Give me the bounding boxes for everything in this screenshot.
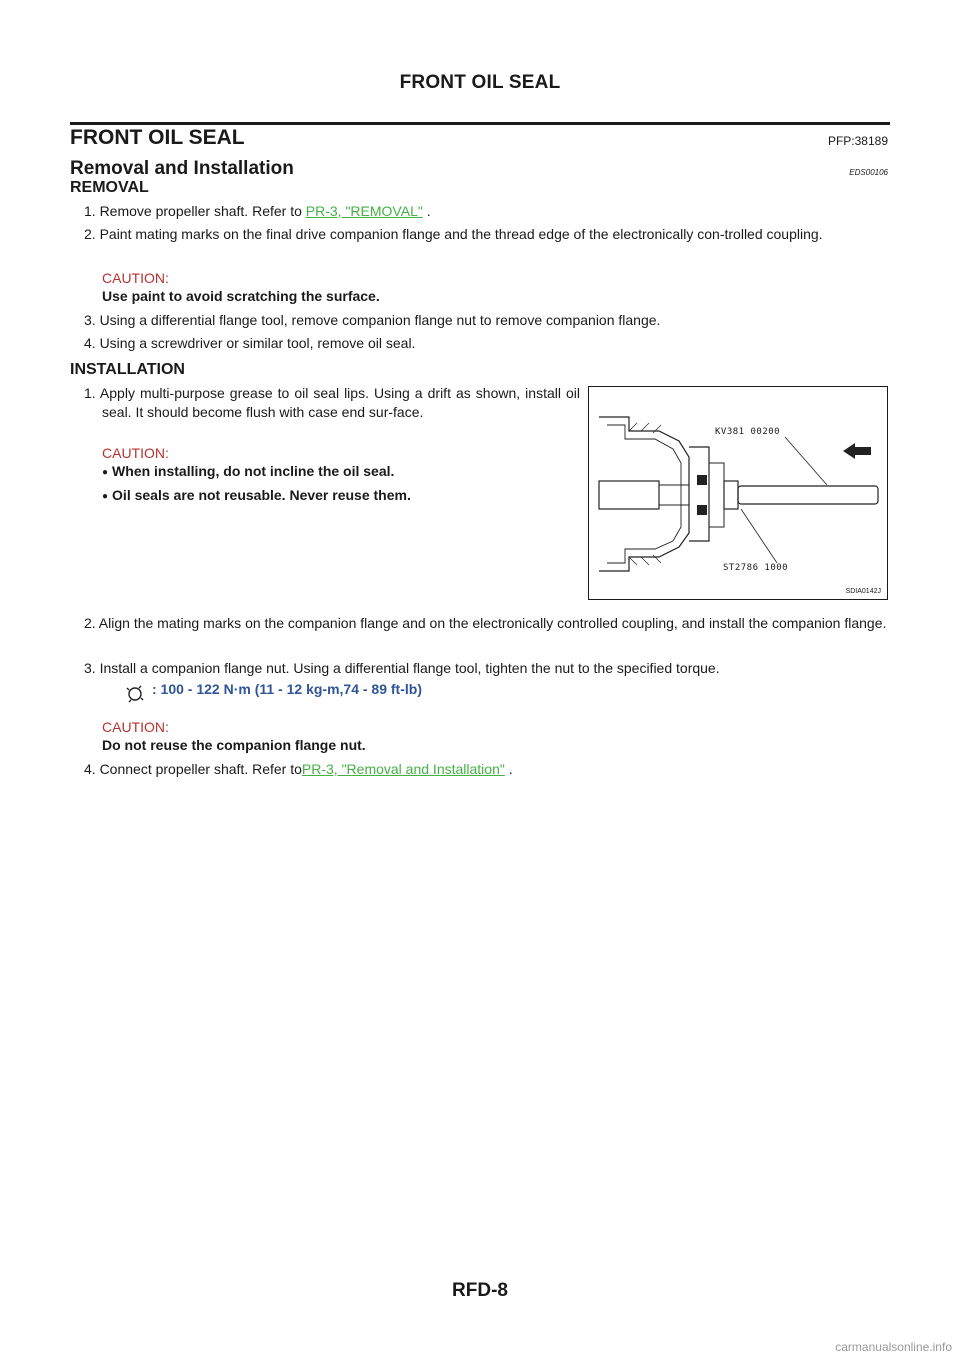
subsection-title: Removal and Installation xyxy=(70,158,294,179)
installation-bullet-2-text: Oil seals are not reusable. Never reuse them. xyxy=(112,487,411,503)
installation-heading: INSTALLATION xyxy=(70,361,185,378)
torque-spec xyxy=(152,681,422,697)
bullet-dot-icon: ● xyxy=(102,467,109,478)
installation-step-4 xyxy=(84,760,892,779)
installation-caution-label: CAUTION: xyxy=(102,445,169,461)
installation-bullet-2 xyxy=(102,487,411,503)
installation-caution2-label: CAUTION: xyxy=(102,719,169,735)
bullet-dot-icon: ● xyxy=(102,491,109,502)
removal-step-1-text: 1. Remove propeller shaft. Refer to xyxy=(84,203,306,219)
removal-step-2: 2. Paint mating marks on the final drive companion flange and the thread edge of the electronically con-trolled coupling. xyxy=(84,226,823,242)
installation-step-2: 2. Align the mating marks on the companion flange and on the electronically controlled coupling, and install the companion flange. xyxy=(84,615,887,631)
figure-code: SDIA0142J xyxy=(845,588,881,595)
removal-step-1-tail: . xyxy=(422,203,431,219)
link-pr3-removal[interactable]: PR-3, "REMOVAL" xyxy=(305,203,423,219)
link-pr3-removal-installation[interactable]: PR-3, "Removal and Installation" xyxy=(301,761,505,777)
removal-step-1 xyxy=(84,202,892,221)
page-header-title: FRONT OIL SEAL xyxy=(399,72,561,93)
installation-step-3: 3. Install a companion flange nut. Using a differential flange tool, tighten the nut to the specified torque. xyxy=(84,660,720,676)
section-title: FRONT OIL SEAL xyxy=(70,126,245,149)
installation-step-4-text: 4. Connect propeller shaft. Refer to xyxy=(84,761,302,777)
installation-step-4-tail: . xyxy=(504,761,513,777)
installation-step-1: 1. Apply multi-purpose grease to oil seal lips. Using a drift as shown, install oil seal. It should become flush with case end sur-face. xyxy=(84,385,580,420)
watermark: carmanualsonline.info xyxy=(835,1340,952,1354)
removal-caution-text: Use paint to avoid scratching the surface. xyxy=(102,288,380,304)
removal-step-3: 3. Using a differential flange tool, remove companion flange nut to remove companion flange. xyxy=(84,312,661,328)
pfp-code: PFP:38189 xyxy=(827,134,888,148)
installation-bullet-1 xyxy=(102,463,394,479)
removal-step-4: 4. Using a screwdriver or similar tool, remove oil seal. xyxy=(84,335,416,351)
torque-wrench-icon xyxy=(126,685,144,703)
installation-bullet-1-text: When installing, do not incline the oil seal. xyxy=(112,463,395,479)
eds-code: EDS00106 xyxy=(849,168,888,177)
removal-heading: REMOVAL xyxy=(70,179,149,196)
torque-spec-text: : 100 - 122 N·m (11 - 12 kg-m,74 - 89 ft-lb) xyxy=(152,681,422,697)
header-divider xyxy=(70,122,890,125)
figure-label-kv381: KV381 00200 xyxy=(715,427,781,437)
page-number: RFD-8 xyxy=(452,1280,508,1301)
figure-label-st2786: ST2786 1000 xyxy=(723,563,789,573)
removal-caution-label: CAUTION: xyxy=(102,270,169,286)
oil-seal-installation-figure xyxy=(588,386,888,600)
installation-caution2-text: Do not reuse the companion flange nut. xyxy=(102,737,366,753)
